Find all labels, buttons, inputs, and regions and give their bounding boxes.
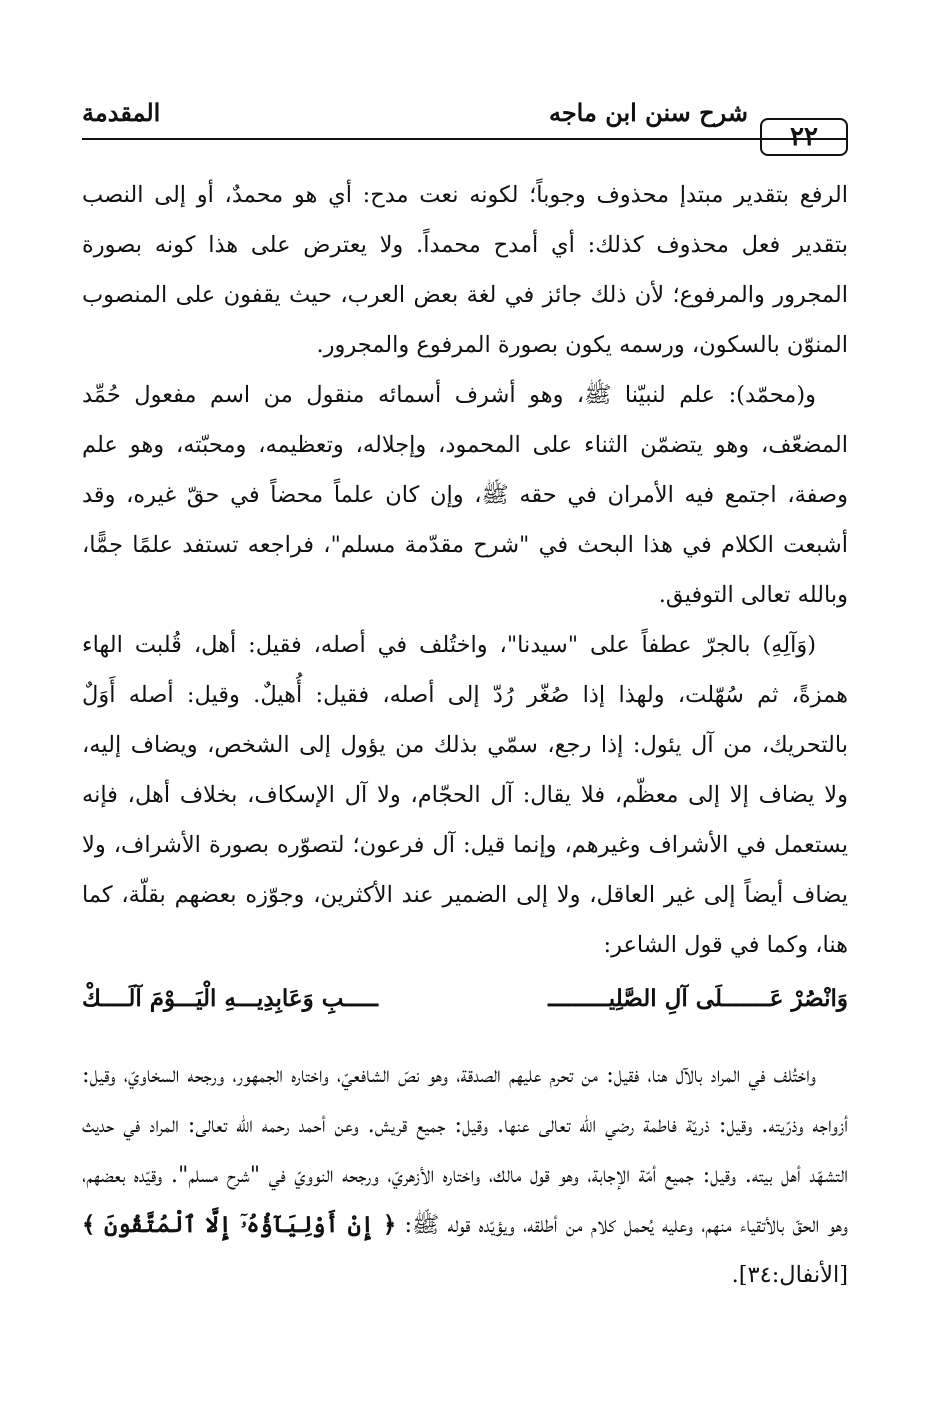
page-number: ٢٢ xyxy=(760,118,848,156)
quran-verse: ﴿ إِنْ أَوْلِيَآؤُهُۥٓ إِلَّا ٱلْمُتَّقُونَ ﴾ xyxy=(82,1212,397,1238)
page-body xyxy=(82,170,848,1370)
paragraph-4-text: واختُلف في المراد بالآل هنا، فقيل: من تحرم عليهم الصدقة، وهو نصّ الشافعيّ، واختاره الجمهور، ورجحه السخاويّ، وقيل: أزواجه وذرّيته. وقيل: ذريّة فاطمة رضي الله تعالى عنها. وقيل: جميع قريش. وعن أحمد رحمه الله تعالى: المراد في حديث التشهّد أهل بيته. وقيل: جميع أمّة الإجابة، وهو قول مالك، واختاره الأزهريّ، ورجحه النوويّ في "شرح مسلم". وقيّده بعضهم، وهو الحقّ بالأتقياء منهم، وعليه يُحمل كلام من أطلقه، ويؤيّده قوله ﷺ: xyxy=(82,1062,848,1238)
paragraph-4 xyxy=(82,1050,848,1300)
verse-first-hemistich: وَانْصُرْ عَـــــــلَى آلِ الصَّلِيـــــــــ xyxy=(548,985,848,1012)
verse-second-hemistich: ـــــبِ وَعَابِدِيـــهِ الْيَـــوْمَ آلَــــكْ xyxy=(82,985,378,1012)
quran-reference: [الأنفال:٣٤]. xyxy=(731,1262,848,1288)
paragraph-3: (وَآلِهِ) بالجرّ عطفاً على "سيدنا"، واختُلف في أصله، فقيل: أهل، قُلبت الهاء همزةً، ثم سُهّلت، ولهذا إذا صُغّر رُدّ إلى أصله، فقيل: أُهيلٌ. وقيل: أصله أَوَلٌ بالتحريك، من آل يئول: إذا رجع، سمّي بذلك من يؤول إلى الشخص، ويضاف إليه، ولا يضاف إلا إلى معظّم، فلا يقال: آل الحجّام، ولا آل الإسكاف، بخلاف أهل، فإنه يستعمل في الأشراف وغيرهم، وإنما قيل: آل فرعون؛ لتصوّره بصورة الأشراف، ولا يضاف أيضاً إلى غير العاقل، ولا إلى الضمير عند الأكثرين، وجوّزه بعضهم بقلّة، كما هنا، وكما في قول الشاعر: xyxy=(82,632,848,958)
book-title: شرح سنن ابن ماجه xyxy=(548,98,748,127)
page-header xyxy=(82,96,848,156)
chapter-title: المقدمة xyxy=(82,98,161,127)
paragraph-1: الرفع بتقدير مبتدإ محذوف وجوباً؛ لكونه نعت مدح: أي هو محمدٌ، أو إلى النصب بتقدير فعل محذوف كذلك: أي أمدح محمداً. ولا يعترض على هذا كونه بصورة المجرور والمرفوع؛ لأن ذلك جائز في لغة بعض العرب، حيث يقفون على المنصوب المنوّن بالسكون، ورسمه يكون بصورة المرفوع والمجرور. xyxy=(82,182,848,358)
paragraph-2: و(محمّد): علم لنبيّنا ﷺ، وهو أشرف أسمائه منقول من اسم مفعول حُمِّد المضعّف، وهو يتضمّن الثناء على المحمود، وإجلاله، وتعظيمه، ومحبّته، وهو علم وصفة، اجتمع فيه الأمران في حقه ﷺ، وإن كان علماً محضاً في حقّ غيره، وقد أشبعت الكلام في هذا البحث في "شرح مقدّمة مسلم"، فراجعه تستفد علمًا جمًّا، وبالله تعالى التوفيق. xyxy=(82,382,848,608)
poetry-verse xyxy=(82,974,848,1024)
header-divider xyxy=(82,138,848,140)
